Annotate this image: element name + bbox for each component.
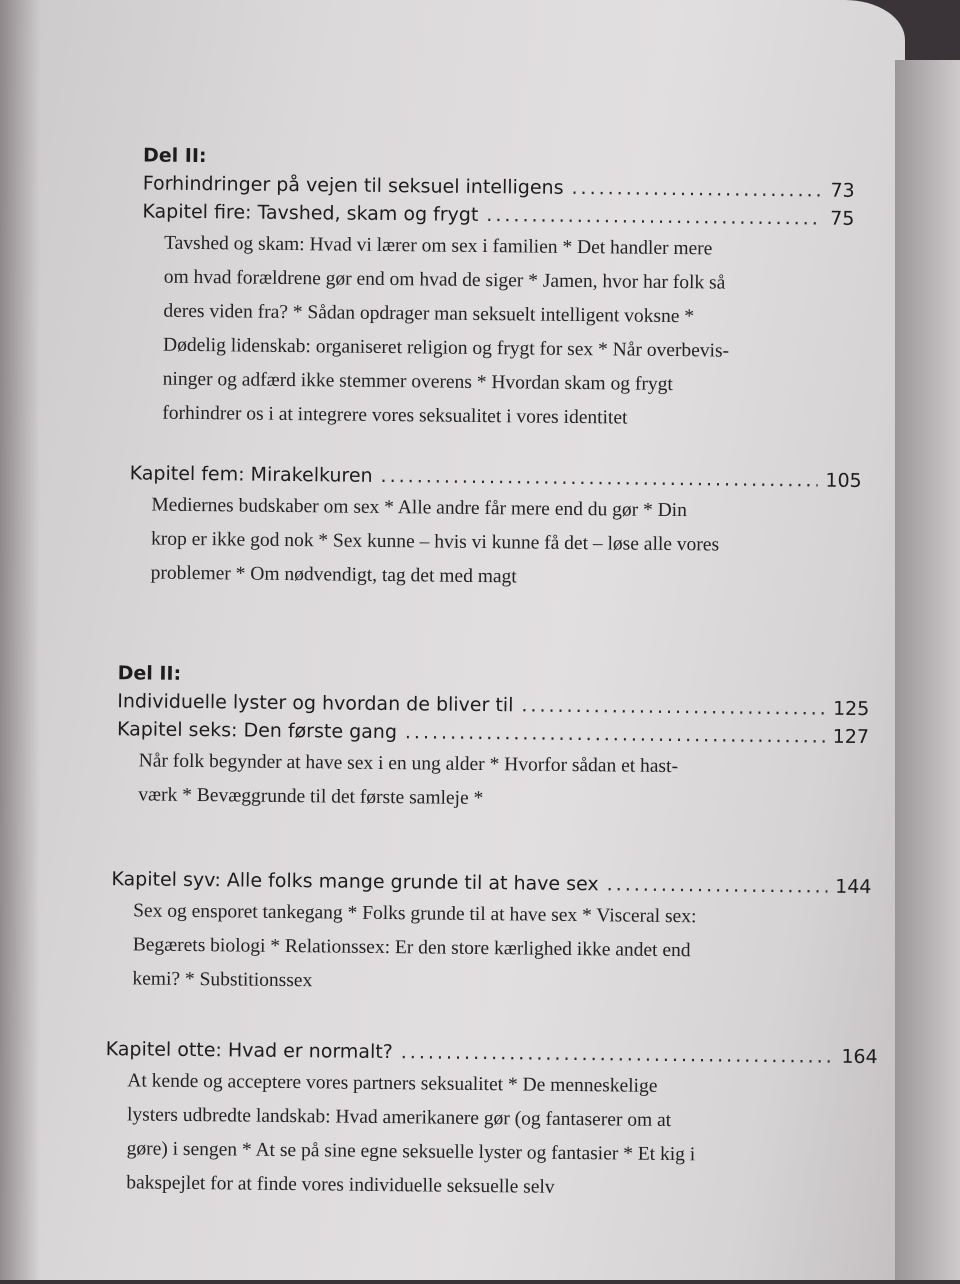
chapter-summary [126,1064,877,1208]
leader-dots [521,694,825,719]
summary-line: deres viden fra? * Sådan opdrager man seksuelt intelligent voksne * [163,300,695,328]
summary-line: krop er ikke god nok * Sex kunne – hvis vi kunne få det – løse alle vores [150,528,720,556]
summary-line: værk * Bevæggrunde til det første samleje * [138,784,484,810]
entry-page: 144 [835,875,872,899]
entry-page: 127 [832,725,870,749]
summary-line: Tavshed og skam: Hvad vi lærer om sex i familien * Det handler mere [164,232,713,260]
entry-page: 73 [830,179,855,202]
entry-title: Kapitel otte: Hvad er normalt? [105,1038,393,1064]
summary-line: Sex og ensporet tankegang * Folks grunde til at have sex * Visceral sex: [133,900,697,928]
toc-section [110,862,871,1004]
toc-entry [142,200,854,229]
leader-dots [607,873,828,897]
leader-dots [405,721,825,747]
chapter-summary [150,489,861,598]
summary-line: gøre) i sengen * At se på sine egne seksuelle lyster og fantasier * Et kig i [126,1138,696,1166]
chapter-summary [132,894,871,1004]
entry-title: Kapitel syv: Alle folks mange grunde til at have sex [111,868,599,896]
summary-line: Mediernes budskaber om sex * Alle andre får mere end du gør * Din [151,494,688,522]
summary-line: At kende og acceptere vores partners seksualitet * De menneskelige [127,1070,658,1097]
summary-line: om hvad forældrene gør end om hvad de siger * Jamen, hvor har folk så [163,266,726,294]
summary-line: Begærets biologi * Relationssex: Er den store kærlighed ikke andet end [132,934,691,962]
toc-section [129,456,862,598]
entry-page: 75 [830,207,855,230]
summary-line: problemer * Om nødvendigt, tag det med magt [150,562,517,588]
entry-title: Forhindringer på vejen til seksuel intelligens [142,172,564,199]
chapter-summary [138,744,869,820]
chapter-summary [162,227,854,438]
summary-line: kemi? * Substitionssex [132,968,313,992]
toc-entry [117,690,869,720]
entry-page: 164 [841,1045,878,1069]
part-heading: Del II: [142,144,207,168]
summary-line: forhindrer os i at integrere vores seksualitet i vores identitet [162,402,628,429]
entry-page: 125 [832,697,870,721]
entry-title: Kapitel seks: Den første gang [116,718,398,744]
toc-section [104,1032,878,1208]
summary-line: bakspejlet for at finde vores individuelle seksuelle selv [126,1172,555,1198]
entry-title: Individuelle lyster og hvordan de bliver til [117,690,514,717]
leader-dots [401,1041,834,1068]
leader-dots [381,465,818,492]
entry-title: Kapitel fem: Mirakelkuren [129,462,373,487]
entry-page: 105 [825,469,862,492]
entry-title: Kapitel fire: Tavshed, skam og frygt [142,200,479,226]
summary-line: lysters udbredte landskab: Hvad amerikanere gør (og fantaserer om at [126,1104,672,1132]
leader-dots [571,177,822,202]
toc-entry [117,718,869,748]
leader-dots [486,204,822,230]
toc-entry [143,172,855,201]
part-heading: Del II: [117,662,182,685]
toc-section [116,662,870,820]
summary-line: Dødelig lidenskab: organiseret religion og frygt for sex * Når overbevis- [162,334,730,362]
toc-entry [106,1038,878,1068]
toc-entry [130,462,862,492]
summary-line: ninger og adfærd ikke stemmer overens * Hvordan skam og frygt [162,368,673,396]
summary-line: Når folk begynder at have sex i en ung alder * Hvorfor sådan et hast- [138,750,679,778]
toc-entry [111,868,871,898]
toc-section [140,144,855,437]
